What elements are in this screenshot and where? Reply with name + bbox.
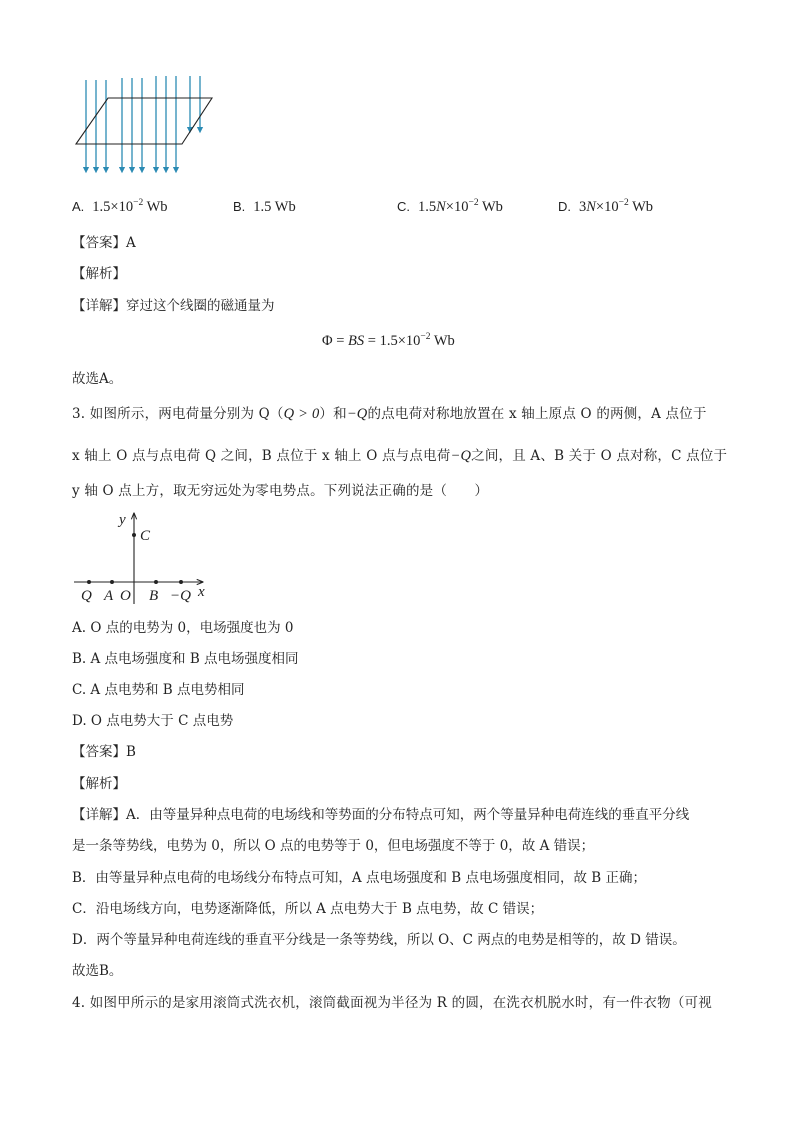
- option-c[interactable]: C. $1.5N\times 10^{-2}$ Wb: [397, 198, 503, 215]
- q2-answer: 【答案】A: [72, 235, 136, 251]
- q3-option-d[interactable]: D. O 点电势大于 C 点电势: [72, 713, 234, 729]
- q2-detail: 【详解】穿过这个线圈的磁通量为: [72, 298, 275, 314]
- q4-stem-line1: 4. 如图甲所示的是家用滚筒式洗衣机，滚筒截面视为半径为 R 的圆，在洗衣机脱水时，有一件衣物（可视: [72, 995, 712, 1011]
- q3-stem-line2: x 轴上 O 点与点电荷 Q 之间，B 点位于 x 轴上 O 点与点电荷−Q之间，且 A、B 关于 O 点对称，C 点位于: [72, 448, 728, 464]
- label-y: y: [119, 512, 126, 528]
- q3-conclusion: 故选B。: [72, 963, 123, 979]
- label-b: B: [149, 588, 159, 604]
- label-a: A: [104, 588, 114, 604]
- q3-analysis: 【解析】: [72, 776, 126, 792]
- q3-stem-line3: y 轴 O 点上方，取无穷远处为零电势点。下列说法正确的是（ ）: [72, 483, 489, 499]
- option-b[interactable]: B. 1.5 Wb: [233, 199, 296, 215]
- q3-detail-5: D．两个等量异种电荷连线的垂直平分线是一条等势线，所以 O、C 两点的电势是相等的，故 D 错误。: [72, 932, 686, 948]
- point-b: [154, 580, 158, 584]
- point-a: [110, 580, 114, 584]
- q2-conclusion: 故选A。: [72, 371, 123, 387]
- label-neg-q: −Q: [170, 588, 191, 604]
- flux-formula: Φ = BS = $1.5\times 10^{-2}$ Wb: [322, 332, 455, 349]
- q3-detail-3: B．由等量异种点电荷的电场线分布特点可知，A 点电场强度和 B 点电场强度相同，故 B 正确；: [72, 870, 646, 886]
- q2-analysis: 【解析】: [72, 266, 126, 282]
- q3-stem-line1: 3. 如图所示，两电荷量分别为 Q（Q > 0）和−Q的点电荷对称地放置在 x 轴上原点 O 的两侧，A 点位于: [72, 406, 707, 422]
- label-o: O: [120, 588, 131, 604]
- option-a[interactable]: A. $1.5\times 10^{-2}$ Wb: [72, 198, 168, 215]
- field-lines: [86, 76, 200, 170]
- q3-answer: 【答案】B: [72, 744, 136, 760]
- charge-axis-figure: [70, 508, 220, 606]
- option-d[interactable]: D. $3N\times 10^{-2}$ Wb: [558, 198, 654, 215]
- label-x: x: [198, 584, 205, 600]
- point-c: [132, 533, 136, 537]
- q3-option-a[interactable]: A. O 点的电势为 0，电场强度也为 0: [72, 620, 294, 636]
- charge-q: [87, 580, 91, 584]
- q3-option-b[interactable]: B. A 点电场强度和 B 点电场强度相同: [72, 651, 299, 667]
- label-q: Q: [81, 588, 92, 604]
- q3-detail-2: 是一条等势线，电势为 0，所以 O 点的电势等于 0，但电场强度不等于 0，故 A 错误；: [72, 838, 595, 854]
- label-c: C: [140, 528, 151, 544]
- q3-detail-4: C．沿电场线方向，电势逐渐降低，所以 A 点电势大于 B 点电势，故 C 错误；: [72, 901, 544, 917]
- q3-option-c[interactable]: C. A 点电势和 B 点电势相同: [72, 682, 245, 698]
- q3-detail-1: 【详解】A．由等量异种点电荷的电场线和等势面的分布特点可知，两个等量异种电荷连线的垂直平分线: [72, 807, 690, 823]
- charge-neg-q: [179, 580, 183, 584]
- magnetic-field-figure: [70, 74, 220, 178]
